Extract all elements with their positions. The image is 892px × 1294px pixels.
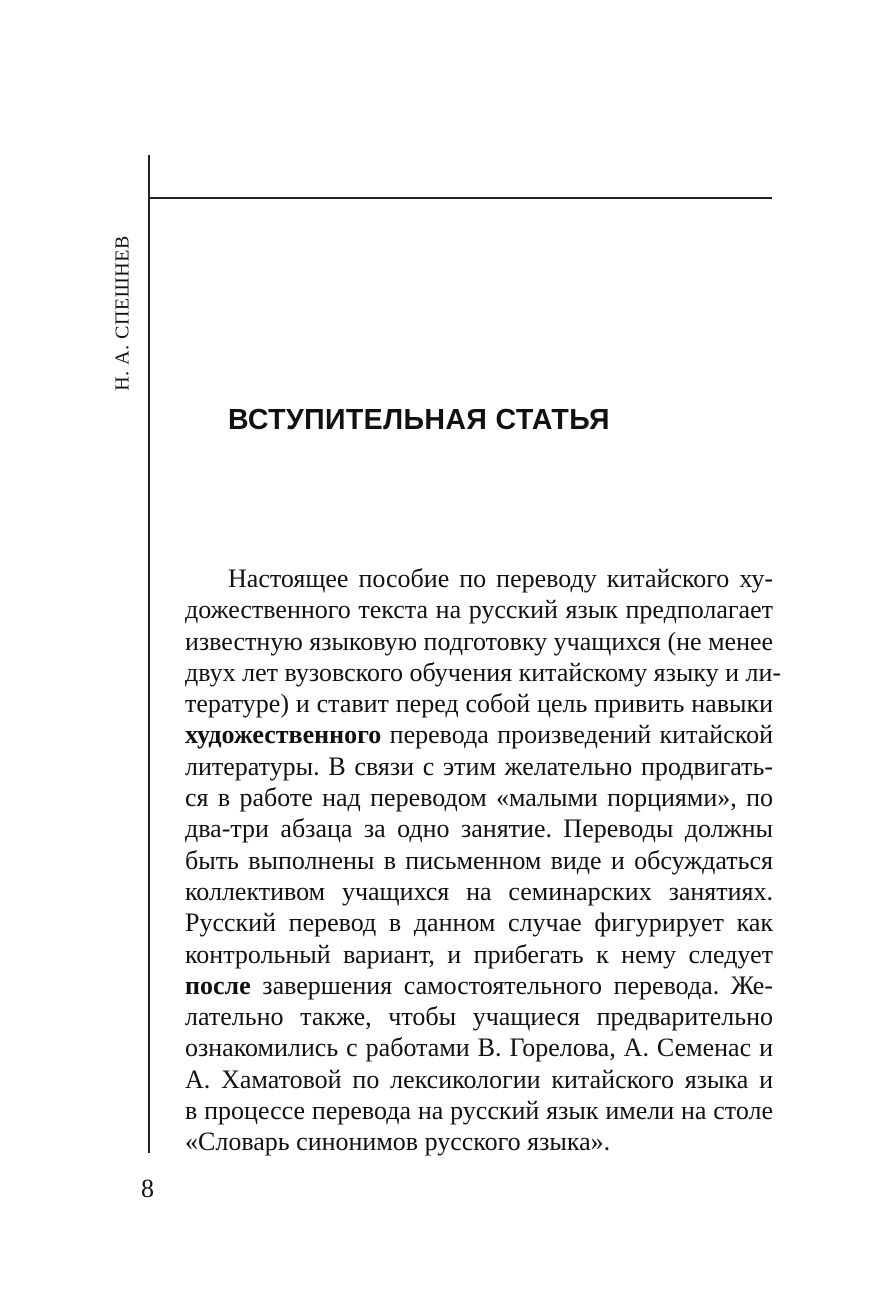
text-span: перевода произведений китайской — [381, 720, 773, 750]
text-line: «Словарь синонимов русского языка». — [185, 1127, 611, 1157]
bold-term: художественного — [185, 720, 382, 750]
text-span: завершения самостоятельного перевода. Же- — [250, 970, 773, 1000]
running-head-author: Н. А. СПЕШНЕВ — [111, 235, 134, 391]
text-line: быть выполнены в письменном виде и обсуждаться — [185, 845, 773, 875]
header-horizontal-rule — [148, 197, 772, 199]
text-line: в процессе перевода на русский язык имели на столе — [185, 1096, 773, 1126]
text-line: известную языковую подготовку учащихся (не менее — [185, 626, 774, 656]
text-line: лательно также, чтобы учащиеся предварительно — [185, 1002, 773, 1032]
text-line: коллективом учащихся на семинарских занятиях. — [185, 876, 773, 906]
text-line: два-три абзаца за одно занятие. Переводы должны — [185, 814, 773, 844]
margin-vertical-rule — [148, 155, 150, 1153]
text-line: А. Хаматовой по лексикологии китайского языка и — [185, 1064, 773, 1094]
text-line: ся в работе над переводом «малыми порциями», по — [185, 783, 773, 813]
text-line — [185, 970, 773, 1001]
text-line: двух лет вузовского обучения китайскому языку и ли- — [185, 657, 782, 687]
text-line: тературе) и ставит перед собой цель привить навыки — [185, 689, 773, 719]
page-number: 8 — [141, 1174, 154, 1203]
text-line — [185, 719, 773, 750]
body-paragraph — [185, 563, 782, 1158]
text-line: ознакомились с работами В. Горелова, А. Семенас и — [185, 1033, 773, 1063]
bold-term: после — [185, 970, 251, 1000]
text-line: дожественного текста на русский язык предполагает — [185, 595, 773, 625]
text-line: контрольный вариант, и прибегать к нему следует — [185, 939, 773, 969]
text-line: Настоящее пособие по переводу китайского ху- — [228, 564, 773, 593]
text-line: литературы. В связи с этим желательно продвигать- — [185, 751, 773, 781]
text-line: Русский перевод в данном случае фигурирует как — [185, 908, 773, 938]
section-title: ВСТУПИТЕЛЬНАЯ СТАТЬЯ — [228, 404, 610, 436]
